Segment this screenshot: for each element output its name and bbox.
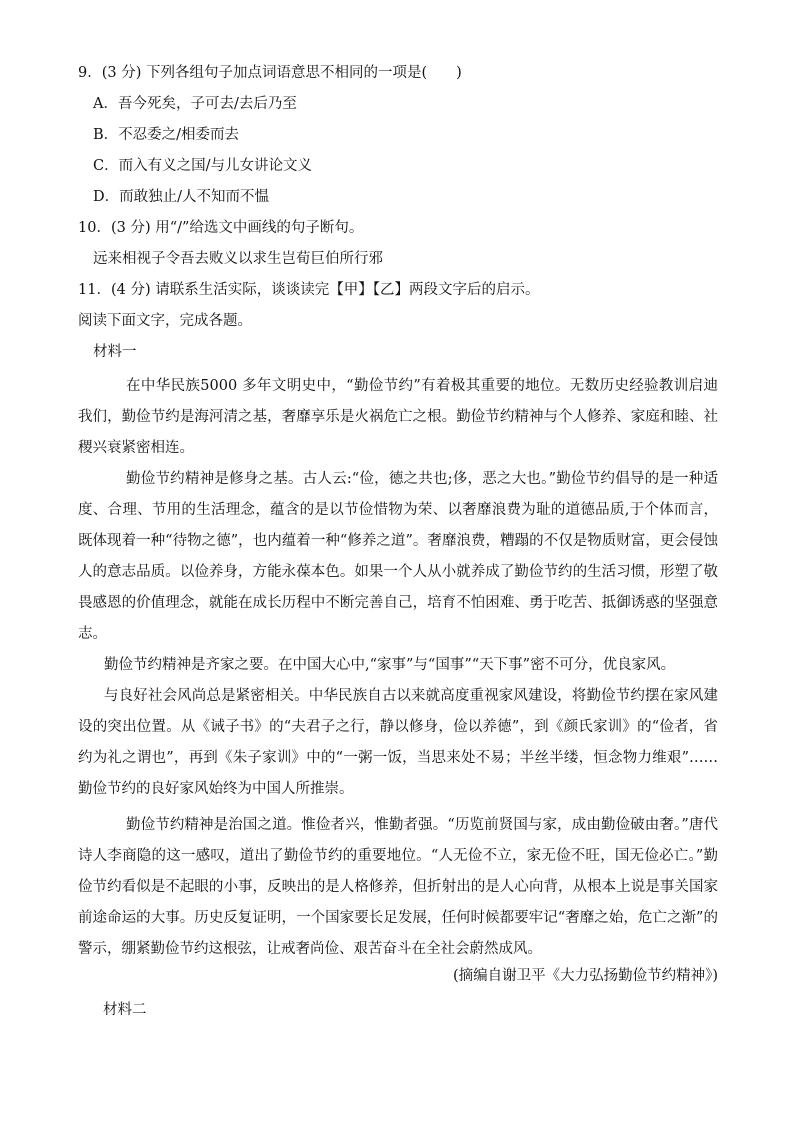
material-2-label: 材料二 — [103, 1002, 147, 1018]
question-10-sentence: 远来相视子令吾去败义以求生岂荀巨伯所行邪 — [93, 251, 383, 267]
material-1-label: 材料一 — [93, 344, 137, 360]
question-9-option-d: D．而敢独止/人不知而不愠 — [93, 189, 270, 205]
question-9-option-c: C．而入有义之国/与儿女讲论文义 — [93, 158, 312, 174]
material-1-paragraph-1: 在中华民族5000 多年文明史中，“勤俭节约”有着极其重要的地位。无数历史经验教训启迪我们，勤俭节约是海河清之基，奢靡享乐是火祸危亡之根。勤俭节约精神与个人修养、家庭和睦、社稷兴衰紧密相连。 — [78, 378, 718, 456]
question-10-stem: 10．(3 分) 用“/”给选文中画线的句子断句。 — [78, 220, 364, 236]
material-1-paragraph-5: 勤俭节约精神是治国之道。惟俭者兴，惟勤者强。“历览前贤国与家，成由勤俭破由奢。”唐代诗人李商隐的这一感叹，道出了勤俭节约的重要地位。“人无俭不立，家无俭不旺，国无俭必亡。”勤俭节约看似是不起眼的小事，反映出的是人格修养，但折射出的是人心向背，从根本上说是事关国家前途命运的大事。历史反复证明，一个国家要长足发展，任何时候都要牢记“奢靡之始，危亡之渐”的警示，绷紧勤俭节约这根弦，让戒奢尚俭、艰苦奋斗在全社会蔚然成风。 — [78, 817, 718, 957]
question-11-stem: 11．(4 分) 请联系生活实际，谈谈读完【甲】【乙】两段文字后的启示。 — [78, 282, 540, 298]
reading-instruction: 阅读下面文字，完成各题。 — [78, 313, 252, 329]
material-1-paragraph-4: 与良好社会风尚总是紧密相关。中华民族自古以来就高度重视家风建设，将勤俭节约摆在家风建设的突出位置。从《诫子书》的“夫君子之行，静以修身，俭以养德”，到《颜氏家训》的“俭者，省约为礼之谓也”，再到《朱子家训》中的“一粥一饭，当思来处不易；半丝半缕，恒念物力维艰”……勤俭节约的良好家风始终为中国人所推崇。 — [78, 688, 718, 797]
question-9-stem: 9．(3 分) 下列各组句子加点词语意思不相同的一项是( ) — [78, 65, 462, 81]
material-1-paragraph-3: 勤俭节约精神是齐家之要。在中国大心中,“家事”与“国事”“天下事”密不可分，优良家风。 — [104, 657, 676, 673]
question-9-option-a: A．吾今死矣，子可去/去后乃至 — [93, 96, 297, 112]
material-1-paragraph-2: 勤俭节约精神是修身之基。古人云:“俭，德之共也;侈，恶之大也。”勤俭节约倡导的是一种适度、合理、节用的生活理念，蕴含的是以节俭惜物为荣、以奢靡浪费为耻的道德品质,于个体而言，既体现着一种“待物之德”，也内蕴着一种“修养之道”。奢靡浪费，糟蹋的不仅是物质财富，更会侵蚀人的意志品质。以俭养身，方能永葆本色。如果一个人从小就养成了勤俭节约的生活习惯，形塑了敬畏感恩的价值理念，就能在成长历程中不断完善自己，培育不怕困难、勇于吃苦、抵御诱惑的坚强意志。 — [78, 471, 718, 642]
question-9-option-b: B．不忍委之/相委而去 — [93, 127, 240, 143]
source-citation: (摘编自谢卫平《大力弘扬勤俭节约精神》) — [452, 968, 718, 984]
